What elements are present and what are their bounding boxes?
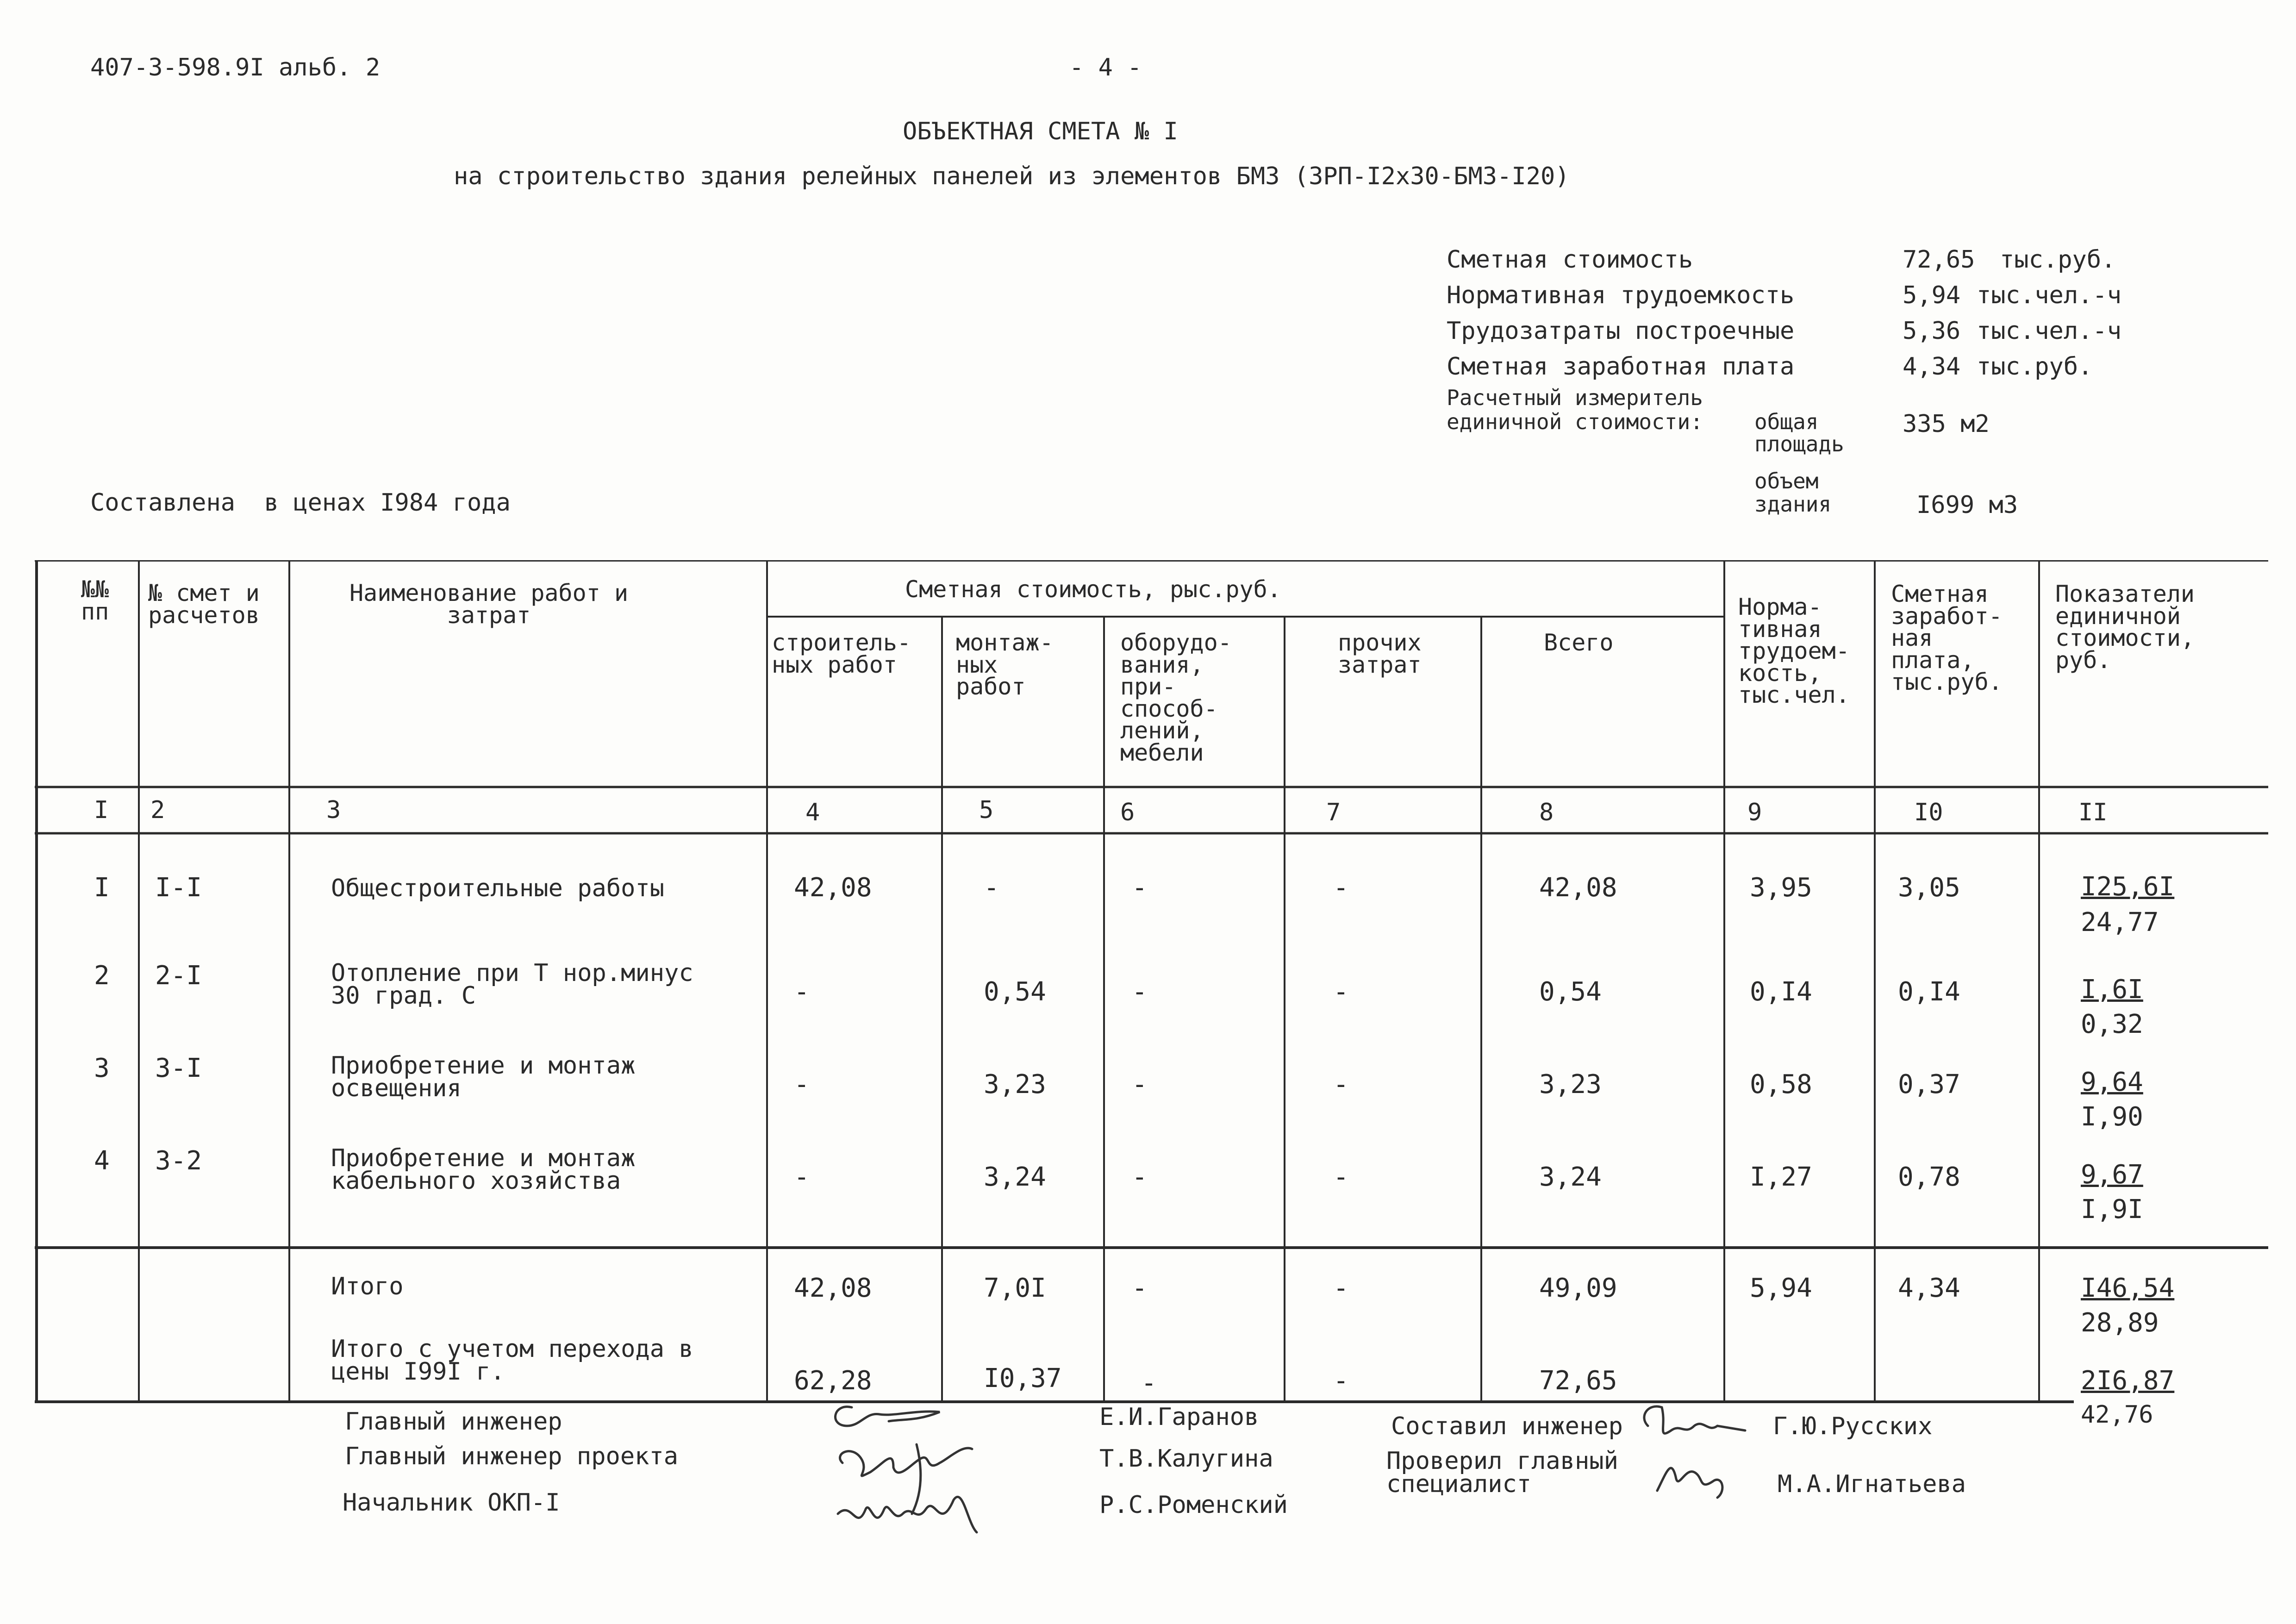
- table-row-labor: 3,95: [1750, 873, 1812, 903]
- signature-title-checked-2: специалист: [1386, 1470, 1532, 1498]
- table-row-ref: 3-I: [155, 1053, 202, 1083]
- table-row-other: -: [1333, 1162, 1349, 1192]
- area-label-1: общая: [1754, 409, 1819, 434]
- table-row-number: I: [94, 873, 110, 903]
- totals-row-other: -: [1333, 1366, 1349, 1396]
- table-row-equip: -: [1132, 873, 1148, 903]
- unit-cost-label-1: Расчетный измеритель: [1447, 385, 1703, 410]
- area-value: 335 м2: [1903, 410, 1990, 438]
- table-row-indicator-top: I,6I: [2081, 974, 2143, 1005]
- header-estimate-number: № смет и расчетов: [148, 580, 260, 629]
- totals-row-indicator-top: 2I6,87: [2081, 1366, 2175, 1396]
- column-number: 9: [1747, 799, 1762, 826]
- table-row-name: Общестроительные работы: [331, 874, 665, 902]
- table-row-number: 3: [94, 1053, 110, 1083]
- signature-title-checked-1: Проверил главный: [1386, 1447, 1618, 1475]
- header-cost-group: Сметная стоимость, рыс.руб.: [905, 576, 1281, 603]
- page-title: ОБЪЕКТНАЯ СМЕТА № I: [903, 118, 1178, 145]
- table-row-build: 42,08: [794, 873, 872, 903]
- labor-norm-unit: тыс.чел.-ч: [1977, 281, 2122, 309]
- totals-row-equip: -: [1132, 1273, 1148, 1303]
- table-row-name: Приобретение и монтаж кабельного хозяйства: [331, 1144, 636, 1195]
- table-row-mount: -: [984, 873, 999, 903]
- table-row-equip: -: [1132, 1162, 1148, 1192]
- signature-title-head-okp: Начальник ОКП-I: [343, 1489, 560, 1517]
- header-wages: Сметная заработ- ная плата, тыс.руб.: [1891, 581, 2003, 695]
- page-subtitle: на строительство здания релейных панелей из элементов БМЗ (ЗРП-I2х30-БМЗ-I20): [454, 162, 1570, 190]
- header-installation: монтаж- ных работ: [956, 629, 1054, 700]
- totals-row-build: 62,28: [794, 1366, 872, 1396]
- totals-row-labor: 5,94: [1750, 1273, 1812, 1303]
- estimated-cost-label: Сметная стоимость: [1447, 246, 1693, 274]
- totals-row-build: 42,08: [794, 1273, 872, 1303]
- signature-title-chief-engineer: Главный инженер: [345, 1408, 562, 1436]
- table-row-indicator-bottom: I,90: [2081, 1102, 2143, 1132]
- table-row-mount: 3,24: [984, 1162, 1046, 1192]
- volume-value: I699 м3: [1916, 491, 2018, 519]
- table-row-labor: 0,I4: [1750, 977, 1812, 1007]
- signature-name-chief-engineer: Е.И.Гаранов: [1099, 1403, 1259, 1431]
- table-row-indicator-bottom: I,9I: [2081, 1194, 2143, 1224]
- wages-value: 4,34: [1903, 353, 1961, 381]
- signature-name-compiled: Г.Ю.Русских: [1773, 1412, 1933, 1440]
- totals-row-wage: 4,34: [1898, 1273, 1960, 1303]
- labor-site-unit: тыс.чел.-ч: [1977, 317, 2122, 345]
- column-number: 6: [1120, 799, 1135, 826]
- table-row-indicator-bottom: 0,32: [2081, 1009, 2143, 1039]
- signature-name-chief-project-engineer: Т.В.Калугина: [1099, 1445, 1273, 1473]
- column-number: 8: [1539, 799, 1554, 826]
- totals-row-total: 72,65: [1539, 1366, 1617, 1396]
- table-row-equip: -: [1132, 977, 1148, 1007]
- table-row-wage: 3,05: [1898, 873, 1960, 903]
- table-row-other: -: [1333, 977, 1349, 1007]
- volume-label-1: объем: [1754, 468, 1819, 493]
- column-number: 7: [1326, 799, 1341, 826]
- table-row-wage: 0,37: [1898, 1069, 1960, 1099]
- header-row-number: №№ пп: [81, 576, 109, 625]
- header-other: прочих затрат: [1338, 629, 1422, 678]
- totals-row-equip: -: [1141, 1368, 1157, 1398]
- prices-note: Составлена в ценах I984 года: [90, 489, 511, 517]
- header-labor: Норма- тивная трудоем- кость, тыс.чел.: [1738, 593, 1850, 708]
- column-number: 2: [150, 796, 165, 824]
- table-row-indicator-top: I25,6I: [2081, 872, 2175, 902]
- header-work-name: Наименование работ и затрат: [349, 580, 629, 629]
- table-row-total: 3,23: [1539, 1069, 1602, 1099]
- signature-title-chief-project-engineer: Главный инженер проекта: [345, 1443, 679, 1470]
- totals-row-indicator-bottom: 42,76: [2081, 1401, 2153, 1429]
- table-row-equip: -: [1132, 1069, 1148, 1099]
- table-row-other: -: [1333, 1069, 1349, 1099]
- labor-norm-value: 5,94: [1903, 281, 1961, 309]
- page-number: - 4 -: [1069, 54, 1142, 81]
- wages-unit: тыс.руб.: [1977, 353, 2093, 381]
- column-number: 5: [979, 796, 994, 824]
- table-row-name: Приобретение и монтаж освещения: [331, 1052, 636, 1103]
- signature-name-head-okp: Р.С.Роменский: [1099, 1491, 1288, 1519]
- table-row-other: -: [1333, 873, 1349, 903]
- table-row-labor: I,27: [1750, 1162, 1812, 1192]
- table-row-wage: 0,78: [1898, 1162, 1960, 1192]
- header-construction: строитель- ных работ: [772, 629, 911, 678]
- table-row-wage: 0,I4: [1898, 977, 1960, 1007]
- totals-row-name: Итого с учетом перехода в цены I99I г.: [331, 1335, 693, 1386]
- column-number: II: [2078, 799, 2108, 826]
- table-row-total: 3,24: [1539, 1162, 1602, 1192]
- totals-row-total: 49,09: [1539, 1273, 1617, 1303]
- table-row-indicator-top: 9,64: [2081, 1067, 2143, 1097]
- totals-row-other: -: [1333, 1273, 1349, 1303]
- table-row-number: 2: [94, 961, 110, 991]
- table-row-ref: 3-2: [155, 1146, 202, 1176]
- column-number: 3: [326, 796, 341, 824]
- table-row-ref: 2-I: [155, 961, 202, 991]
- totals-row-name: Итого: [331, 1273, 404, 1300]
- table-row-build: -: [794, 977, 810, 1007]
- table-row-build: -: [794, 1162, 810, 1192]
- table-row-total: 0,54: [1539, 977, 1602, 1007]
- volume-label-2: здания: [1754, 492, 1832, 517]
- table-row-build: -: [794, 1069, 810, 1099]
- table-row-indicator-bottom: 24,77: [2081, 907, 2159, 937]
- header-equipment: оборудо- вания, при- способ- лений, мебели: [1120, 629, 1232, 766]
- totals-row-mount: 7,0I: [984, 1273, 1046, 1303]
- handwritten-signatures: [824, 1393, 1018, 1546]
- table-row-mount: 3,23: [984, 1069, 1046, 1099]
- totals-row-indicator-bottom: 28,89: [2081, 1308, 2159, 1338]
- signature-title-compiled: Составил инженер: [1391, 1412, 1623, 1440]
- estimated-cost-value: 72,65: [1903, 246, 1975, 274]
- table-row-total: 42,08: [1539, 873, 1617, 903]
- document-code: 407-3-598.9I альб. 2: [90, 54, 381, 81]
- table-row-ref: I-I: [155, 873, 202, 903]
- wages-label: Сметная заработная плата: [1447, 353, 1795, 381]
- labor-site-value: 5,36: [1903, 317, 1961, 345]
- unit-cost-label-2: единичной стоимости:: [1447, 409, 1703, 434]
- table-row-mount: 0,54: [984, 977, 1046, 1007]
- table-row-labor: 0,58: [1750, 1069, 1812, 1099]
- header-total: Всего: [1544, 629, 1614, 656]
- signature-name-checked: М.А.Игнатьева: [1778, 1470, 1966, 1498]
- header-indicators: Показатели единичной стоимости, руб.: [2055, 581, 2195, 674]
- column-number: 4: [805, 799, 820, 826]
- area-label-2: площадь: [1754, 431, 1844, 456]
- table-row-name: Отопление при Т нор.минус 30 град. С: [331, 959, 693, 1010]
- labor-norm-label: Нормативная трудоемкость: [1447, 281, 1795, 309]
- estimated-cost-unit: тыс.руб.: [2000, 246, 2116, 274]
- table-row-indicator-top: 9,67: [2081, 1160, 2143, 1190]
- totals-row-mount: I0,37: [984, 1363, 1062, 1393]
- handwritten-signatures-right: [1634, 1398, 1754, 1505]
- labor-site-label: Трудозатраты построечные: [1447, 317, 1795, 345]
- totals-row-indicator-top: I46,54: [2081, 1273, 2175, 1303]
- table-row-number: 4: [94, 1146, 110, 1176]
- column-number: I0: [1914, 799, 1943, 826]
- column-number: I: [94, 796, 109, 824]
